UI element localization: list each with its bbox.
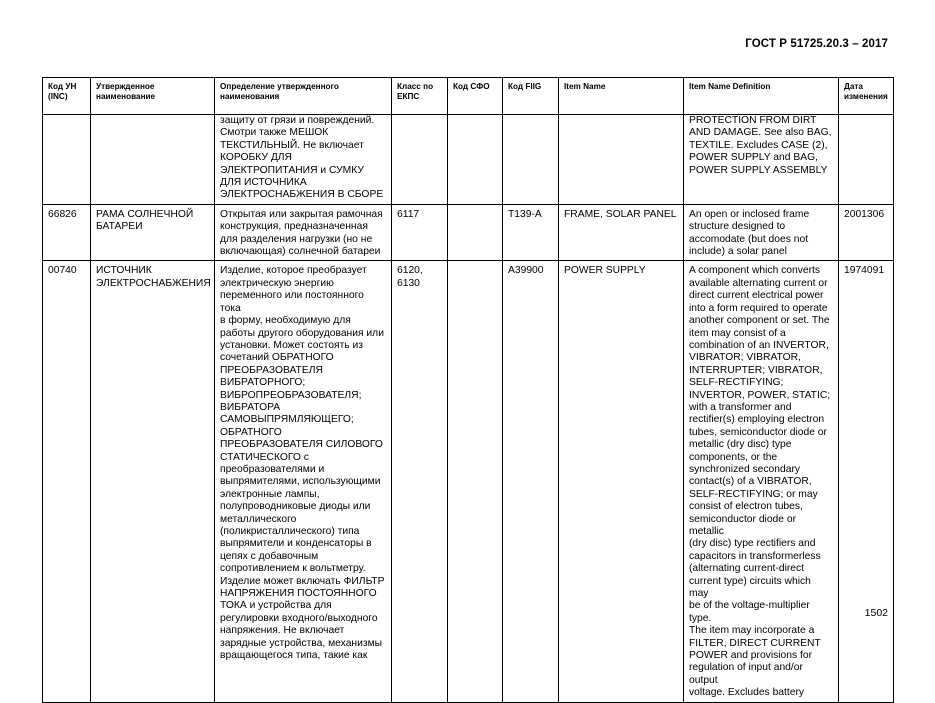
- cell-fiig: [503, 115, 559, 205]
- cell-inc: 00740: [43, 261, 91, 702]
- cell-inc: 66826: [43, 204, 91, 261]
- col-header-fiig: Код FIIG: [503, 78, 559, 115]
- cell-sfo: [448, 204, 503, 261]
- cell-item-name: FRAME, SOLAR PANEL: [559, 204, 684, 261]
- table-row: [43, 261, 894, 702]
- col-header-date: Дата изменения: [839, 78, 894, 115]
- page-number: 1502: [864, 607, 888, 619]
- cell-fsc: 6117: [392, 204, 448, 261]
- cell-definition-en: An open or inclosed frame structure designed to accomodate (but does not include) a solar panel: [684, 204, 839, 261]
- table-header-row: [43, 78, 894, 115]
- table-row: [43, 204, 894, 261]
- cell-definition-en: A component which converts available alternating current or direct current electrical power into a form required to operate another component or set. The item may consist of a combination of an INVERTOR, VIBRATOR; VIBRATOR, INTERRUPTER; VIBRATOR, SELF-RECTIFYING; INVERTOR, POWER, STATIC; with a transformer and rectifier(s) employing electron tubes, semiconductor diode or metallic (dry disc) type components, or the synchronized secondary contact(s) of a VIBRATOR, SELF-RECTIFYING; or may consist of electron tubes, semiconductor diode or metallic (dry disc) type rectifiers and capacitors in transformerless (alternating current-direct current type) circuits which may be of the voltage-multiplier type. The item may incorporate a FILTER, DIRECT CURRENT POWER and provisions for regulation of input and/or output voltage. Excludes battery: [684, 261, 839, 702]
- cell-fsc: 6120, 6130: [392, 261, 448, 702]
- cell-inc: [43, 115, 91, 205]
- cell-name-ru: ИСТОЧНИК ЭЛЕКТРОСНАБЖЕНИЯ: [91, 261, 215, 702]
- nomenclature-table: [42, 77, 894, 703]
- col-header-sfo: Код СФО: [448, 78, 503, 115]
- cell-fiig: A39900: [503, 261, 559, 702]
- col-header-definition-ru: Определение утвержденного наименования: [215, 78, 392, 115]
- cell-sfo: [448, 261, 503, 702]
- col-header-fsc: Класс по ЕКПС: [392, 78, 448, 115]
- cell-date: 1974091: [839, 261, 894, 702]
- col-header-approved-name: Утвержденное наименование: [91, 78, 215, 115]
- col-header-inc: Код УН (INC): [43, 78, 91, 115]
- cell-item-name: [559, 115, 684, 205]
- col-header-item-name: Item Name: [559, 78, 684, 115]
- cell-fiig: T139-A: [503, 204, 559, 261]
- cell-name-ru: РАМА СОЛНЕЧНОЙ БАТАРЕИ: [91, 204, 215, 261]
- cell-date: [839, 115, 894, 205]
- cell-definition-en: PROTECTION FROM DIRT AND DAMAGE. See also BAG, TEXTILE. Excludes CASE (2), POWER SUPPLY and BAG, POWER SUPPLY ASSEMBLY: [684, 115, 839, 205]
- cell-name-ru: [91, 115, 215, 205]
- table-row: [43, 115, 894, 205]
- cell-fsc: [392, 115, 448, 205]
- cell-definition-ru: защиту от грязи и повреждений. Смотри также МЕШОК ТЕКСТИЛЬНЫЙ. Не включает КОРОБКУ ДЛЯ ЭЛЕКТРОПИТАНИЯ и СУМКУ ДЛЯ ИСТОЧНИКА ЭЛЕКТРОСНАБЖЕНИЯ В СБОРЕ: [215, 115, 392, 205]
- cell-item-name: POWER SUPPLY: [559, 261, 684, 702]
- cell-date: 2001306: [839, 204, 894, 261]
- col-header-item-definition: Item Name Definition: [684, 78, 839, 115]
- cell-definition-ru: Открытая или закрытая рамочная конструкция, предназначенная для разделения нагрузки (но не включающая) солнечной батареи: [215, 204, 392, 261]
- cell-sfo: [448, 115, 503, 205]
- standard-designation: ГОСТ Р 51725.20.3 – 2017: [745, 38, 888, 50]
- cell-definition-ru: Изделие, которое преобразует электрическую энергию переменного или постоянного тока в форму, необходимую для работы другого оборудования или установки. Может состоять из сочетаний ОБРАТНОГО ПРЕОБРАЗОВАТЕЛЯ ВИБРАТОРНОГО; ВИБРОПРЕОБРАЗОВАТЕЛЯ; ВИБРАТОРА САМОВЫПРЯМЛЯЮЩЕГО; ОБРАТНОГО ПРЕОБРАЗОВАТЕЛЯ СИЛОВОГО СТАТИЧЕСКОГО с преобразователями и выпрямителями, использующими электронные лампы, полупроводниковые диоды или металлического (поликристаллического) типа выпрямители и конденсаторы в цепях с добавочным сопротивлением к вольтметру. Изделие может включать ФИЛЬТР НАПРЯЖЕНИЯ ПОСТОЯННОГО ТОКА и устройства для регулировки входного/выходного напряжения. Не включает зарядные устройства, механизмы вращающегося типа, такие как: [215, 261, 392, 702]
